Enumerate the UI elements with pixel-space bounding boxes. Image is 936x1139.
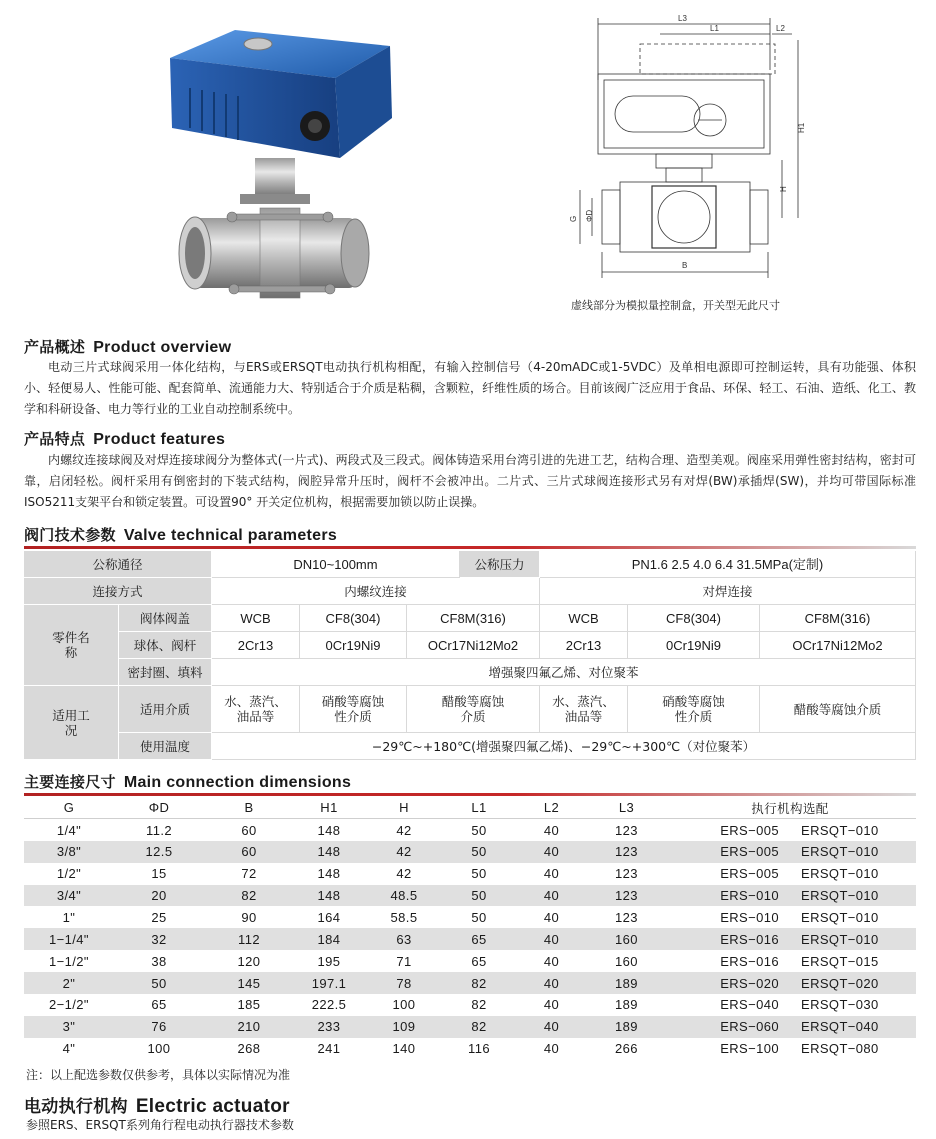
- temp-label: 使用温度: [119, 733, 212, 760]
- table-cell: 233: [294, 1016, 364, 1038]
- table-cell: 123: [589, 885, 664, 907]
- dimension-header-row: [24, 797, 916, 819]
- table-cell: 189: [589, 1016, 664, 1038]
- table-cell: 268: [237, 1041, 261, 1057]
- table-cell: ERSQT−010: [789, 841, 916, 863]
- table-cell: 197.1: [294, 972, 364, 994]
- col-header-g: G: [24, 797, 114, 819]
- table-cell: 72: [241, 866, 257, 882]
- table-cell: 71: [396, 953, 412, 969]
- media-value: 醋酸等腐蚀介质: [760, 686, 916, 733]
- seal-value: 增强聚四氟乙烯、对位聚苯: [212, 659, 916, 686]
- table-cell: 42: [364, 841, 444, 863]
- table-cell: 40: [543, 1041, 560, 1057]
- col-header-b: B: [204, 797, 294, 819]
- dim-label-l3: L3: [678, 14, 687, 23]
- table-cell: 140: [392, 1041, 416, 1057]
- table-cell: 123: [615, 866, 638, 882]
- table-cell: 164: [317, 909, 341, 925]
- features-paragraph: 内螺纹连接球阀及对焊连接球阀分为整体式(一片式)、两段式及三段式。阀体铸造采用台湾引进的先进工艺，结构合理、造型美观。阀座采用弹性密封结构，密封可靠，启闭轻松。阀杆采用有倒密封的下装式结构，阀腔异常升压时，阀杆不会被冲出。二片式、三片式球阀连接形式另有对焊(BW)承插焊(SW)，并均可带国际标准ISO5211支架平台和锁定装置。可设置90° 开关定位机构，根据需要加锁以防止误操。: [24, 453, 916, 509]
- dim-label-b: B: [682, 261, 688, 270]
- dims-title-en: Main connection dimensions: [123, 774, 352, 791]
- dimension-body: [24, 819, 916, 1060]
- table-cell: ERSQT−040: [789, 1016, 916, 1038]
- dimension-note: 注：以上配选参数仅供参考，具体以实际情况为准: [26, 1068, 291, 1082]
- table-cell: ERSQT−010: [801, 866, 879, 882]
- table-cell: 50: [471, 909, 487, 925]
- table-cell: 4": [62, 1041, 76, 1057]
- table-cell: 112: [204, 928, 294, 950]
- body-value: WCB: [540, 605, 628, 632]
- table-cell: 3/4": [24, 885, 114, 907]
- table-cell: ERSQT−030: [801, 997, 879, 1013]
- table-cell: 148: [294, 885, 364, 907]
- media-value: 水、蒸汽、油品等: [212, 686, 300, 733]
- tech-table: [24, 551, 916, 760]
- dim-label-h: H: [779, 186, 788, 192]
- table-cell: ERS−005: [720, 866, 779, 882]
- table-cell: 63: [364, 928, 444, 950]
- table-cell: ERSQT−010: [789, 885, 916, 907]
- table-cell: ERS−016: [664, 928, 789, 950]
- table-cell: 15: [151, 866, 167, 882]
- table-cell: 1/2": [56, 866, 82, 882]
- dimension-table: [24, 797, 916, 1060]
- table-cell: 3": [24, 1016, 114, 1038]
- overview-title-cn: 产品概述: [24, 338, 86, 356]
- table-cell: ERS−040: [720, 997, 779, 1013]
- table-cell: 58.5: [390, 909, 418, 925]
- table-row: [24, 928, 916, 950]
- connection-label: 连接方式: [24, 578, 212, 605]
- ball-value: OCr17Ni12Mo2: [760, 632, 916, 659]
- table-cell: 65: [471, 953, 487, 969]
- table-cell: 42: [396, 866, 412, 882]
- ball-label: 球体、阀杆: [119, 632, 212, 659]
- table-row: [24, 819, 916, 841]
- overview-text: [24, 357, 916, 420]
- table-cell: 38: [151, 953, 167, 969]
- table-cell: 222.5: [311, 997, 347, 1013]
- table-cell: 189: [589, 972, 664, 994]
- ball-value: 2Cr13: [212, 632, 300, 659]
- features-title-en: Product features: [93, 431, 226, 448]
- table-cell: ERS−016: [720, 953, 779, 969]
- features-heading: [24, 428, 225, 449]
- actuator-title-en: Electric actuator: [135, 1096, 290, 1117]
- dim-label-d: ΦD: [585, 209, 594, 222]
- table-cell: 40: [543, 909, 560, 925]
- nominal-pressure-value: PN1.6 2.5 4.0 6.4 31.5MPa(定制): [540, 551, 916, 578]
- table-cell: 185: [237, 997, 261, 1013]
- table-cell: 148: [317, 866, 341, 882]
- table-cell: ERS−010: [720, 909, 779, 925]
- col-header-l3: L3: [589, 797, 664, 819]
- table-cell: 65: [444, 928, 514, 950]
- table-cell: ERS−060: [664, 1016, 789, 1038]
- table-cell: 40: [543, 822, 560, 838]
- dim-label-l1: L1: [710, 24, 719, 33]
- table-cell: 195: [317, 953, 341, 969]
- tech-title-en: Valve technical parameters: [123, 527, 338, 544]
- dims-rule: [24, 793, 916, 796]
- table-cell: 40: [514, 1016, 589, 1038]
- media-value: 硝酸等腐蚀性介质: [300, 686, 407, 733]
- table-cell: 40: [514, 928, 589, 950]
- table-cell: 60: [241, 822, 257, 838]
- table-cell: ERS−010: [664, 885, 789, 907]
- table-row: [24, 1038, 916, 1060]
- table-cell: 82: [204, 885, 294, 907]
- table-row: [24, 972, 916, 994]
- table-cell: 3/8": [24, 841, 114, 863]
- overview-title-en: Product overview: [93, 339, 232, 356]
- table-cell: 40: [514, 841, 589, 863]
- body-value: CF8M(316): [760, 605, 916, 632]
- ball-value: 0Cr19Ni9: [300, 632, 407, 659]
- connection-thread: 内螺纹连接: [212, 578, 540, 605]
- table-cell: 145: [204, 972, 294, 994]
- table-cell: 40: [543, 866, 560, 882]
- table-cell: 40: [514, 885, 589, 907]
- drawing-caption: 虚线部分为模拟量控制盒，开关型无此尺寸: [571, 299, 780, 312]
- table-cell: 100: [392, 997, 416, 1013]
- dims-heading: [24, 771, 351, 792]
- table-cell: 90: [241, 909, 257, 925]
- nominal-size-label: 公称通径: [24, 551, 212, 578]
- table-row: [24, 994, 916, 1016]
- table-cell: 123: [589, 841, 664, 863]
- table-cell: 60: [204, 841, 294, 863]
- table-cell: 50: [471, 822, 487, 838]
- table-cell: 82: [444, 972, 514, 994]
- table-cell: ERSQT−020: [789, 972, 916, 994]
- table-cell: 50: [444, 841, 514, 863]
- table-cell: 116: [468, 1041, 490, 1057]
- media-value: 水、蒸汽、油品等: [540, 686, 628, 733]
- table-cell: 48.5: [364, 885, 444, 907]
- media-value: 硝酸等腐蚀性介质: [628, 686, 760, 733]
- overview-heading: [24, 336, 231, 357]
- table-cell: 1": [62, 909, 76, 925]
- table-cell: 11.2: [146, 822, 172, 838]
- overview-paragraph: 电动三片式球阀采用一体化结构，与ERS或ERSQT电动执行机构相配，有输入控制信号（4-20mADC或1-5VDC）及单相电源即可控制运转，具有功能强、体积小、轻便易人、性能可能、配套简单、流通能力大、特别适合于介质是粘稠，含颗粒，纤维性质的场合。目前该阀广泛应用于食品、环保、轻工、石油、造纸、化工、教学和科研设备、电力等行业的工业自动控制系统中。: [24, 360, 916, 416]
- col-header-d: ΦD: [114, 797, 204, 819]
- table-row: [24, 906, 916, 928]
- conditions-label: 适用工况: [24, 686, 119, 760]
- col-header-h: H: [364, 797, 444, 819]
- table-cell: 100: [147, 1041, 171, 1057]
- actuator-title-cn: 电动执行机构: [24, 1097, 128, 1117]
- table-cell: 266: [615, 1041, 638, 1057]
- body-value: CF8M(316): [407, 605, 540, 632]
- table-row: [24, 950, 916, 972]
- table-cell: 1/4": [56, 822, 82, 838]
- table-cell: 120: [237, 953, 261, 969]
- table-cell: 2−1/2": [49, 997, 89, 1013]
- tech-title-cn: 阀门技术参数: [24, 526, 116, 544]
- table-cell: 148: [317, 822, 341, 838]
- body-value: CF8(304): [300, 605, 407, 632]
- table-cell: ERS−020: [664, 972, 789, 994]
- table-row: [24, 863, 916, 885]
- table-cell: 78: [364, 972, 444, 994]
- ball-value: OCr17Ni12Mo2: [407, 632, 540, 659]
- col-header-h1: H1: [294, 797, 364, 819]
- table-cell: 109: [364, 1016, 444, 1038]
- col-header-l1: L1: [444, 797, 514, 819]
- table-cell: 42: [396, 822, 412, 838]
- media-value: 醋酸等腐蚀介质: [407, 686, 540, 733]
- table-cell: ERSQT−010: [801, 822, 879, 838]
- tech-heading: [24, 524, 337, 545]
- connection-weld: 对焊连接: [540, 578, 916, 605]
- ball-value: 0Cr19Ni9: [628, 632, 760, 659]
- table-cell: 50: [444, 885, 514, 907]
- table-row: [24, 885, 916, 907]
- media-label: 适用介质: [119, 686, 212, 733]
- table-cell: 148: [294, 841, 364, 863]
- table-cell: 123: [615, 822, 638, 838]
- dim-label-h1: H1: [797, 122, 806, 133]
- table-cell: 1−1/4": [24, 928, 114, 950]
- product-photo: [140, 18, 410, 318]
- table-cell: 123: [615, 909, 638, 925]
- nominal-size-value: DN10~100mm: [212, 551, 460, 578]
- table-row: [24, 1016, 916, 1038]
- body-value: CF8(304): [628, 605, 760, 632]
- table-cell: 40: [543, 953, 560, 969]
- table-cell: 82: [471, 997, 487, 1013]
- table-cell: 12.5: [114, 841, 204, 863]
- features-title-cn: 产品特点: [24, 430, 86, 448]
- table-cell: ERSQT−015: [801, 953, 879, 969]
- temp-value: −29℃~+180℃(增强聚四氟乙烯)、−29℃~+300℃（对位聚苯）: [212, 733, 916, 760]
- table-row: [24, 841, 916, 863]
- col-header-actuator: 执行机构选配: [664, 797, 916, 819]
- table-cell: 160: [615, 953, 638, 969]
- table-cell: 241: [317, 1041, 341, 1057]
- actuator-heading: [24, 1092, 290, 1118]
- table-cell: 50: [114, 972, 204, 994]
- dim-label-l2: L2: [776, 24, 785, 33]
- dims-title-cn: 主要连接尺寸: [24, 773, 116, 791]
- table-cell: 20: [114, 885, 204, 907]
- table-cell: 160: [589, 928, 664, 950]
- body-value: WCB: [212, 605, 300, 632]
- table-cell: 210: [204, 1016, 294, 1038]
- table-cell: 184: [294, 928, 364, 950]
- tech-rule: [24, 546, 916, 549]
- table-cell: ERS−005: [720, 822, 779, 838]
- nominal-pressure-label: 公称压力: [460, 551, 540, 578]
- col-header-l2: L2: [514, 797, 589, 819]
- table-cell: 65: [151, 997, 167, 1013]
- dim-label-g: G: [569, 215, 578, 222]
- features-text: [24, 450, 916, 513]
- table-cell: 82: [444, 1016, 514, 1038]
- actuator-subtitle: 参照ERS、ERSQT系列角行程电动执行器技术参数: [26, 1118, 294, 1132]
- table-cell: 76: [114, 1016, 204, 1038]
- table-cell: 40: [543, 997, 560, 1013]
- seal-label: 密封圈、填料: [119, 659, 212, 686]
- table-cell: 2": [24, 972, 114, 994]
- ball-value: 2Cr13: [540, 632, 628, 659]
- dimension-drawing: [560, 10, 860, 295]
- table-cell: ERSQT−080: [801, 1041, 879, 1057]
- table-cell: 25: [151, 909, 167, 925]
- table-cell: 32: [114, 928, 204, 950]
- table-cell: 40: [514, 972, 589, 994]
- table-cell: 189: [615, 997, 638, 1013]
- parts-label: 零件名称: [24, 605, 119, 686]
- table-cell: ERS−100: [720, 1041, 779, 1057]
- table-cell: ERS−005: [664, 841, 789, 863]
- table-cell: 1−1/2": [49, 953, 89, 969]
- table-cell: ERSQT−010: [801, 909, 879, 925]
- table-cell: ERSQT−010: [789, 928, 916, 950]
- body-label: 阀体阀盖: [119, 605, 212, 632]
- table-cell: 50: [471, 866, 487, 882]
